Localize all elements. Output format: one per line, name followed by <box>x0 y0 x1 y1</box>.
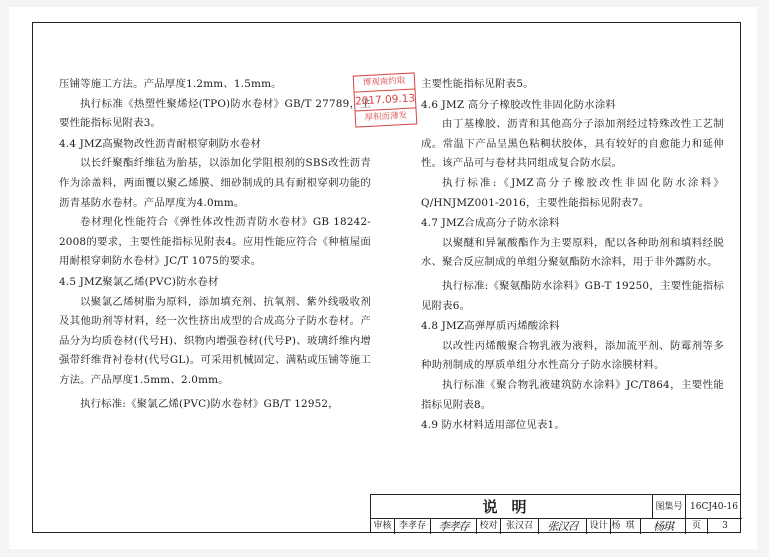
review-label: 审核 <box>371 519 395 534</box>
drawing-sheet <box>9 7 757 549</box>
page-label: 页 <box>686 519 708 534</box>
stamp-date: 2017.09.13 <box>355 89 416 111</box>
stamp-top-text: 博观南约取 <box>354 73 415 92</box>
body-paragraph: 执行标准《聚合物乳液建筑防水涂料》JC/T864，主要性能指标见附表8。 <box>421 378 724 411</box>
body-paragraph: 以聚氯乙烯树脂为原料，添加填充剂、抗氧剂、紫外线吸收剂及其他助剂等材料，经一次性挤出成型的合成高分子防水卷材。产品分为均质卷材(代号H)、织物内增强卷材(代号P)、玻璃纤维内增强带纤维背衬卷材(代号GL)。可采用机械固定、满粘或压铺等施工方法。产品厚度1.5mm、2.0mm。 <box>59 295 371 386</box>
section-heading: 4.9 防水材料适用部位见表1。 <box>421 419 565 432</box>
continued-paragraph: 压铺等施工方法。产品厚度1.2mm、1.5mm。 <box>59 78 282 90</box>
body-paragraph: 执行标准《热塑性聚烯烃(TPO)防水卷材》GB/T 27789，主要性能指标见附表3。 <box>59 97 371 130</box>
body-paragraph: 执行标准:《聚氨酯防水涂料》GB-T 19250，主要性能指标见附表6。 <box>421 279 724 312</box>
check-label: 校对 <box>477 519 501 534</box>
design-label: 设计 <box>587 519 611 534</box>
section-heading: 4.4 JMZ高聚物改性沥青耐根穿刺防水卷材 <box>59 137 262 150</box>
left-column <box>59 75 371 414</box>
body-paragraph: 以聚醚和异氰酸酯作为主要原料，配以各种助剂和填料经脱水、聚合反应制成的单组分聚氨酯防水涂料，用于非外露防水。 <box>421 236 724 269</box>
stamp-bottom-text: 厚积而薄发 <box>364 110 408 124</box>
body-paragraph: 以长纤聚酯纤维毡为胎基，以添加化学阻根剂的SBS改性沥青作为涂盖料，两面覆以聚乙烯膜、细砂制成的具有耐根穿刺功能的沥青基防水卷材。产品厚度为4.0mm。 <box>59 157 371 209</box>
section-heading: 4.5 JMZ聚氯乙烯(PVC)防水卷材 <box>59 275 219 288</box>
section-heading: 4.7 JMZ合成高分子防水涂料 <box>421 217 560 230</box>
designer-signature: 杨琪 <box>641 519 686 534</box>
body-paragraph: 卷材理化性能符合《弹性体改性沥青防水卷材》GB 18242-2008的要求，主要性能指标见附表4。应用性能应符合《种植屋面用耐根穿刺防水卷材》JC/T 1075的要求。 <box>59 216 371 268</box>
signature-row <box>371 519 742 534</box>
checker-signature: 张汉召 <box>539 519 587 534</box>
sheet-title: 说明 <box>371 495 653 519</box>
reviewer-signature: 李孝存 <box>431 519 477 534</box>
section-heading: 4.6 JMZ 高分子橡胶改性非固化防水涂料 <box>421 98 617 111</box>
atlas-number-value: 16CJ40-16 <box>686 495 742 519</box>
title-block <box>370 494 741 533</box>
body-paragraph: 执行标准:《JMZ高分子橡胶改性非固化防水涂料》Q/HNJMZ001-2016，主要性能指标见附表7。 <box>421 176 724 209</box>
red-date-stamp <box>353 72 418 127</box>
body-paragraph: 执行标准:《聚氯乙烯(PVC)防水卷材》GB/T 12952， <box>80 397 339 410</box>
section-heading: 4.8 JMZ高弹厚质丙烯酸涂料 <box>421 320 560 333</box>
atlas-number-label: 图集号 <box>653 495 686 519</box>
designer-name: 杨琪 <box>611 519 641 534</box>
body-paragraph: 以改性丙烯酸聚合物乳液为液料，添加流平剂、防霉剂等多种助剂制成的厚质单组分水性高分子防水涂膜材料。 <box>421 339 724 372</box>
reviewer-name: 李孝存 <box>395 519 431 534</box>
continued-paragraph: 主要性能指标见附表5。 <box>421 78 534 90</box>
checker-name: 张汉召 <box>501 519 539 534</box>
page-number: 3 <box>722 521 728 531</box>
body-paragraph: 由丁基橡胶、沥青和其他高分子添加剂经过特殊改性工艺制成。常温下产品呈黑色粘稠状胶体，具有较好的自愈能力和延伸性。该产品可与卷材共同组成复合防水层。 <box>421 118 724 170</box>
right-column <box>421 75 724 436</box>
